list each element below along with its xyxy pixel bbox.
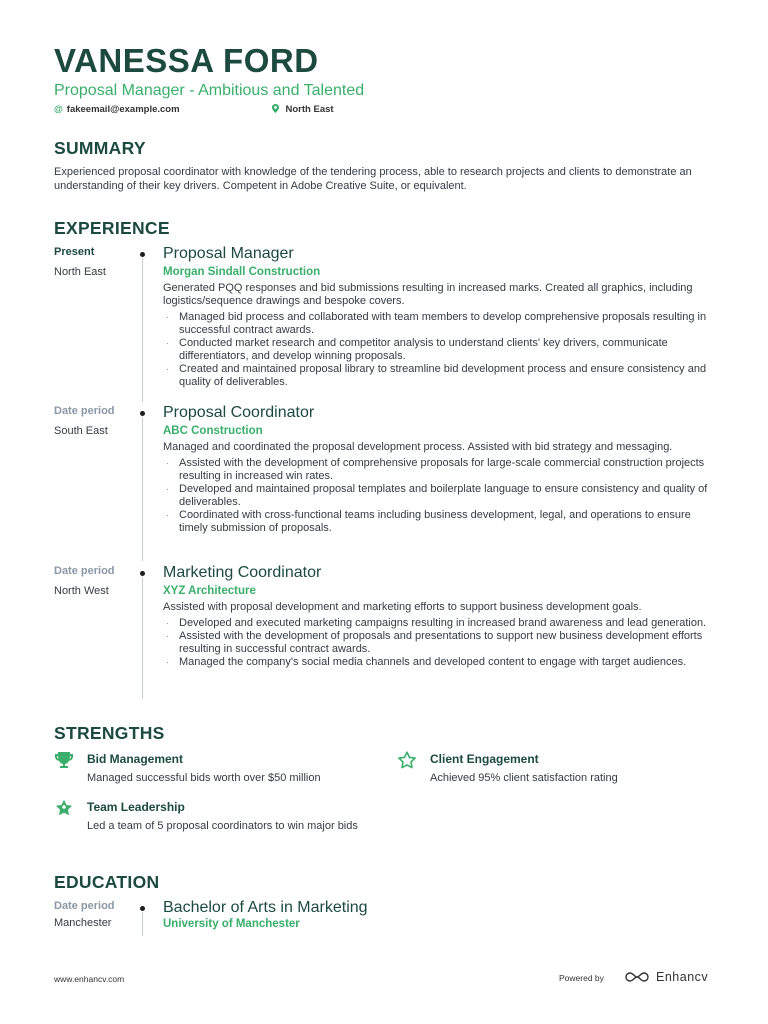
achievement-item bbox=[163, 337, 718, 363]
experience-date: Present bbox=[54, 246, 95, 258]
email-contact[interactable] bbox=[54, 103, 180, 116]
strength-description: Managed successful bids worth over $50 million bbox=[87, 772, 321, 784]
enhancv-logo-icon bbox=[624, 971, 650, 983]
achievement-item bbox=[163, 656, 718, 669]
achievement-text: Developed and executed marketing campaigns resulting in increased brand awareness and lead generation. bbox=[179, 617, 707, 629]
location-text: North East bbox=[285, 104, 334, 115]
bullet-icon: · bbox=[166, 510, 169, 520]
job-description: Managed and coordinated the proposal development process. Assisted with bid strategy and messaging. bbox=[163, 441, 673, 453]
timeline-dot bbox=[140, 571, 145, 576]
timeline-line bbox=[142, 417, 143, 561]
achievement-list bbox=[163, 457, 718, 535]
candidate-title: Proposal Manager - Ambitious and Talented bbox=[54, 82, 365, 99]
bullet-icon: · bbox=[166, 458, 169, 468]
summary-text: Experienced proposal coordinator with knowledge of the tendering process, able to research projects and clients to demonstrate an understanding of their key drivers. Competent in Adobe Creative Suite, or equivalent. bbox=[54, 166, 692, 192]
map-pin-icon bbox=[272, 104, 282, 114]
achievement-item bbox=[163, 363, 718, 389]
timeline-line bbox=[142, 912, 143, 936]
star-person-icon bbox=[54, 799, 74, 819]
at-icon: @ bbox=[54, 104, 63, 114]
achievement-text: Assisted with the development of comprehensive proposals for large-scale commercial construction projects resulting in increased win rates. bbox=[179, 457, 705, 482]
school-name: University of Manchester bbox=[163, 918, 300, 930]
email-text[interactable]: fakeemail@example.com bbox=[66, 104, 180, 115]
achievement-item bbox=[163, 630, 718, 656]
strength-name: Team Leadership bbox=[87, 800, 185, 814]
bullet-icon: · bbox=[166, 618, 169, 628]
summary-heading: SUMMARY bbox=[54, 138, 146, 158]
education-body bbox=[163, 900, 718, 932]
job-description: Assisted with proposal development and marketing efforts to support business development goals. bbox=[163, 601, 642, 613]
job-title: Proposal Coordinator bbox=[163, 404, 315, 421]
trophy-icon bbox=[54, 751, 74, 771]
company-name: Morgan Sindall Construction bbox=[163, 266, 321, 278]
candidate-name: VANESSA FORD bbox=[54, 42, 319, 79]
achievement-text: Conducted market research and competitor analysis to understand clients' key drivers, communicate differentiators, and develop winning proposals. bbox=[179, 337, 668, 362]
strength-name: Bid Management bbox=[87, 752, 184, 766]
achievement-text: Managed the company's social media channels and developed content to engage with target audiences. bbox=[179, 656, 687, 668]
timeline-dot bbox=[140, 906, 145, 911]
bullet-icon: · bbox=[166, 631, 169, 641]
experience-body bbox=[163, 405, 718, 535]
achievement-item bbox=[163, 483, 718, 509]
strength-description: Led a team of 5 proposal coordinators to win major bids bbox=[87, 820, 358, 832]
company-name: XYZ Architecture bbox=[163, 585, 256, 597]
achievement-item bbox=[163, 617, 718, 630]
location-contact bbox=[272, 103, 334, 116]
timeline-dot bbox=[140, 252, 145, 257]
experience-location: South East bbox=[54, 425, 108, 437]
experience-body bbox=[163, 246, 718, 389]
experience-location: North West bbox=[54, 585, 109, 597]
timeline-line bbox=[142, 258, 143, 402]
job-title: Marketing Coordinator bbox=[163, 564, 322, 581]
education-date: Date period bbox=[54, 900, 115, 912]
bullet-icon: · bbox=[166, 484, 169, 494]
achievement-text: Created and maintained proposal library to streamline bid development process and ensure consistency and quality of deliverables. bbox=[179, 363, 707, 388]
timeline-dot bbox=[140, 411, 145, 416]
achievement-list bbox=[163, 311, 718, 389]
powered-by-label: Powered by bbox=[559, 973, 604, 983]
achievement-item bbox=[163, 311, 718, 337]
experience-heading: EXPERIENCE bbox=[54, 218, 170, 238]
degree-name: Bachelor of Arts in Marketing bbox=[163, 899, 368, 916]
achievement-text: Developed and maintained proposal templates and boilerplate language to ensure consistency and quality of deliverables. bbox=[179, 483, 708, 508]
bullet-icon: · bbox=[166, 338, 169, 348]
achievement-text: Managed bid process and collaborated with team members to develop comprehensive proposals resulting in successful contract awards. bbox=[179, 311, 707, 336]
education-location: Manchester bbox=[54, 917, 112, 929]
strength-description: Achieved 95% client satisfaction rating bbox=[430, 772, 618, 784]
job-description: Generated PQQ responses and bid submissions resulting in increased marks. Created all graphics, including logistics/sequence drawings and bespoke covers. bbox=[163, 282, 693, 307]
job-title: Proposal Manager bbox=[163, 245, 294, 262]
enhancv-logo-text: Enhancv bbox=[656, 970, 709, 984]
star-outline-icon bbox=[397, 751, 417, 771]
company-name: ABC Construction bbox=[163, 425, 263, 437]
experience-date: Date period bbox=[54, 405, 115, 417]
strengths-heading: STRENGTHS bbox=[54, 723, 165, 743]
achievement-item bbox=[163, 457, 718, 483]
bullet-icon: · bbox=[166, 657, 169, 667]
education-heading: EDUCATION bbox=[54, 872, 160, 892]
bullet-icon: · bbox=[166, 364, 169, 374]
timeline-line bbox=[142, 577, 143, 699]
achievement-list bbox=[163, 617, 718, 669]
strength-name: Client Engagement bbox=[430, 752, 539, 766]
experience-body bbox=[163, 565, 718, 669]
footer-url[interactable]: www.enhancv.com bbox=[54, 974, 125, 984]
experience-location: North East bbox=[54, 266, 106, 278]
achievement-item bbox=[163, 509, 718, 535]
bullet-icon: · bbox=[166, 312, 169, 322]
experience-date: Date period bbox=[54, 565, 115, 577]
achievement-text: Coordinated with cross-functional teams including business development, legal, and operations to ensure timely submission of proposals. bbox=[179, 509, 691, 534]
enhancv-logo[interactable] bbox=[624, 970, 714, 986]
achievement-text: Assisted with the development of proposals and presentations to support new business development efforts resulting in successful contract awards. bbox=[179, 630, 703, 655]
